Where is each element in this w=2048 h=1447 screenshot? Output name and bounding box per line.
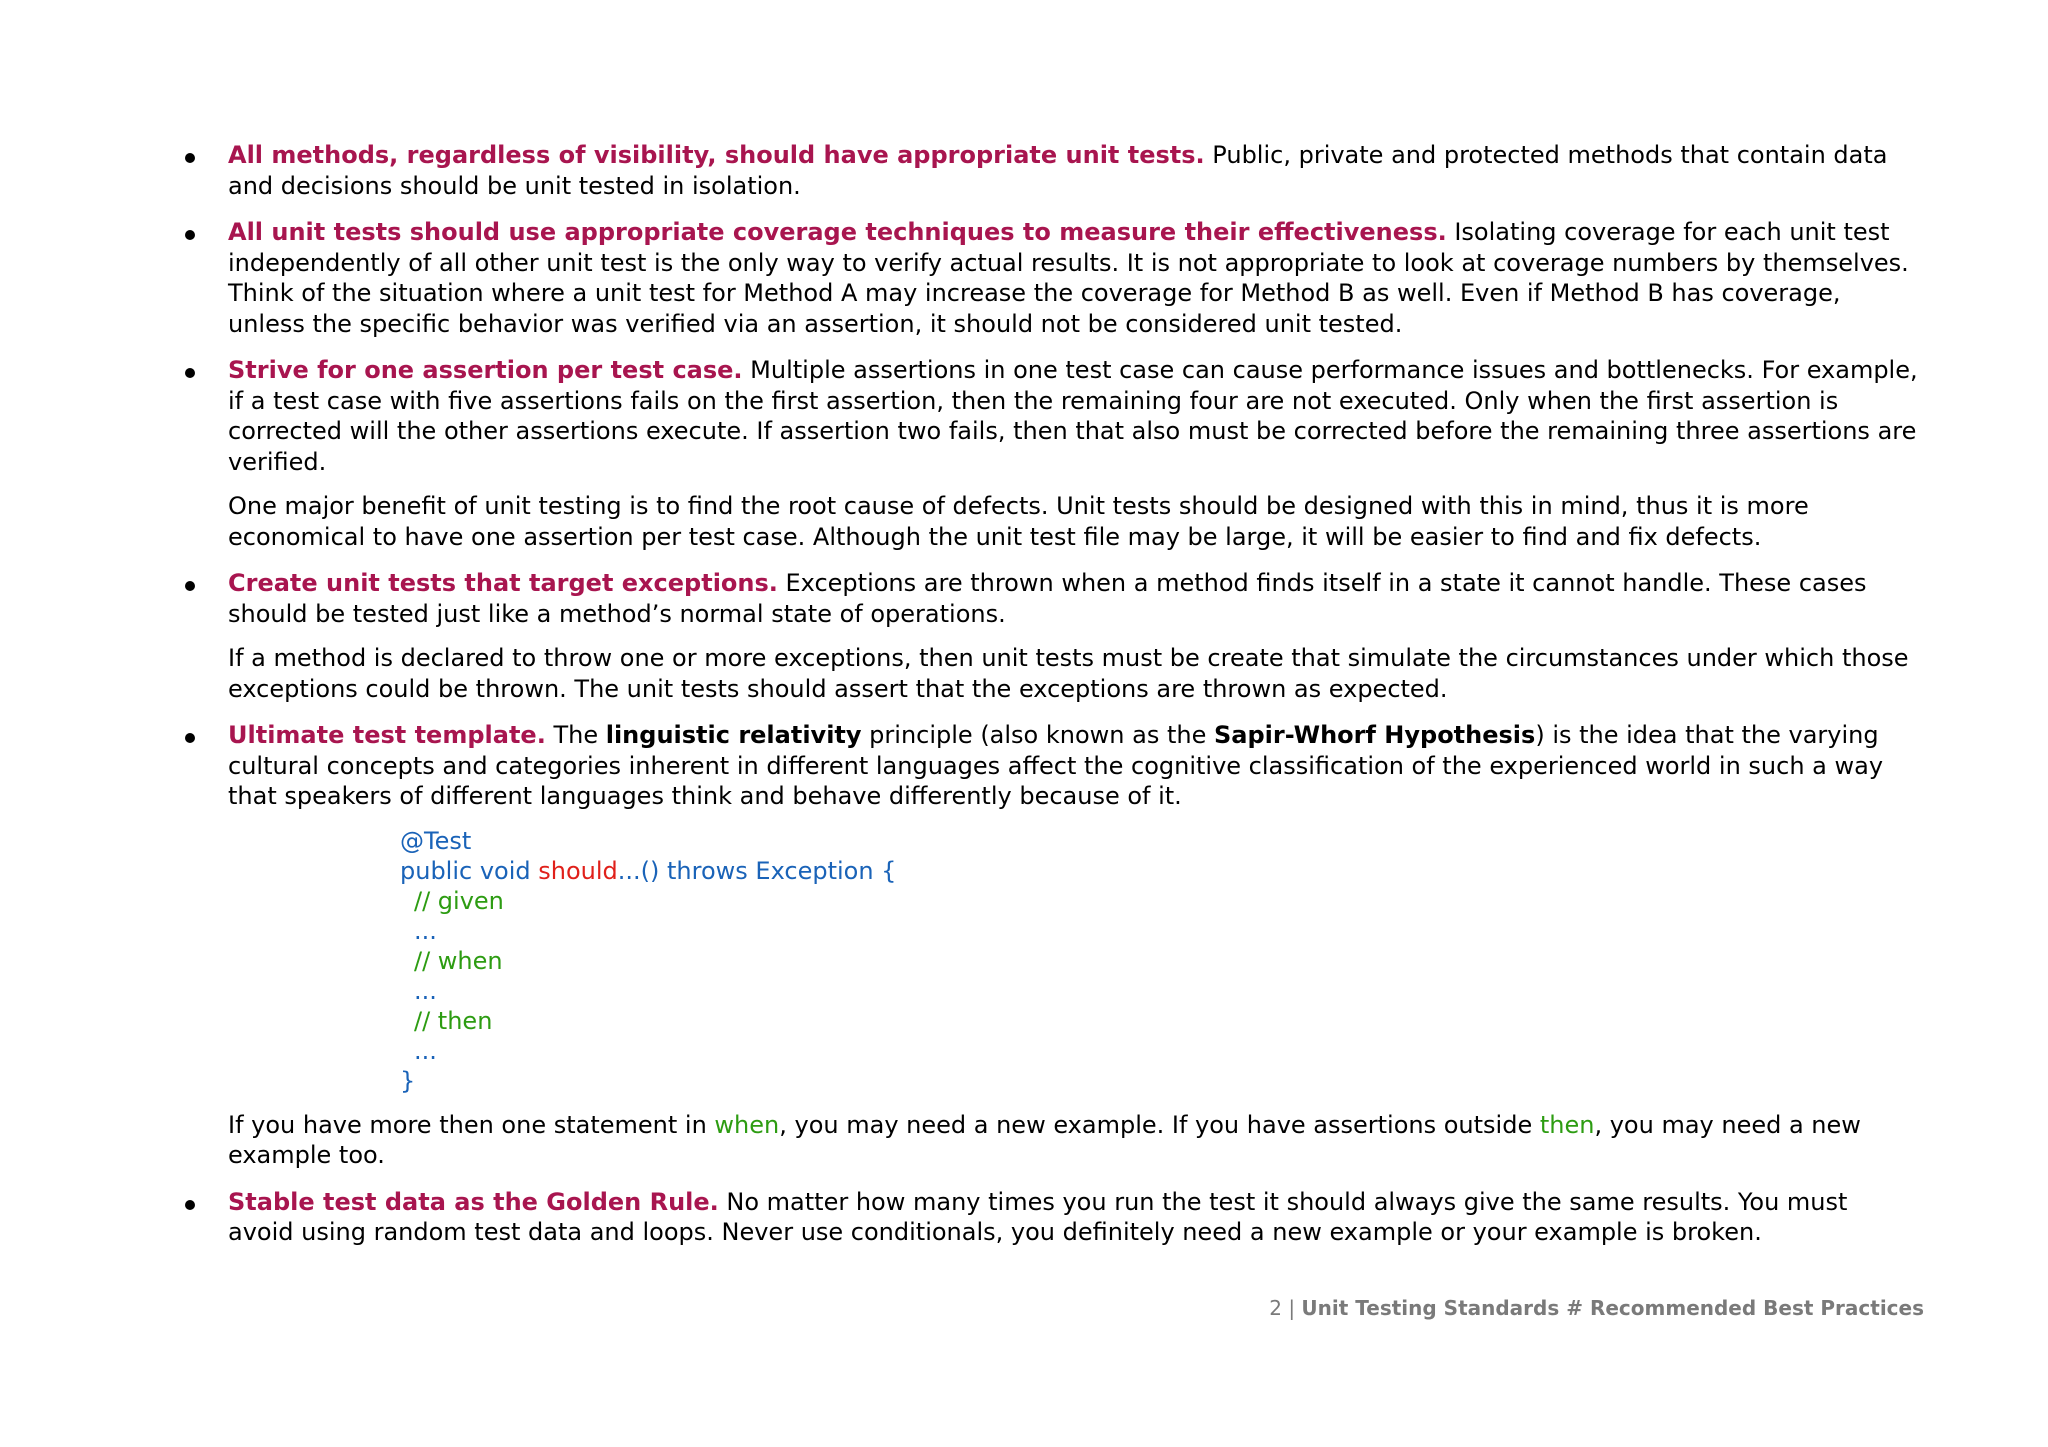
code-annotation: @Test <box>400 826 472 855</box>
page-number: 2 <box>1269 1296 1282 1320</box>
bullet-dot <box>185 368 195 378</box>
code-signature-rest: ...() throws Exception { <box>617 856 897 885</box>
item-text: , you may need a new example. If you have assertions outside <box>779 1110 1540 1139</box>
list-item <box>180 568 1920 704</box>
code-comment-when: // when <box>414 946 503 975</box>
code-comment-given: // given <box>414 886 504 915</box>
code-block <box>400 826 1920 1096</box>
bullet-list <box>180 140 1920 1264</box>
document-title: Unit Testing Standards # Recommended Best Practices <box>1301 1296 1924 1320</box>
item-heading: Create unit tests that target exceptions. <box>228 569 778 597</box>
code-ellipsis: ... <box>414 916 437 945</box>
list-item <box>180 1187 1920 1248</box>
code-closing-brace: } <box>400 1066 416 1095</box>
bullet-dot <box>185 581 195 591</box>
page-footer <box>1269 1296 1924 1320</box>
code-comment-then: // then <box>414 1006 493 1035</box>
list-item <box>180 140 1920 201</box>
item-text: principle (also known as the <box>861 721 1214 749</box>
item-heading: Stable test data as the Golden Rule. <box>228 1187 719 1216</box>
item-heading: All unit tests should use appropriate coverage techniques to measure their effectiveness. <box>228 218 1447 246</box>
item-heading: Strive for one assertion per test case. <box>228 356 743 384</box>
item-paragraph <box>228 1110 1920 1171</box>
bold-term: linguistic relativity <box>605 721 862 749</box>
item-text: Isolating coverage for each unit test independently of all other unit test is the only way to verify actual results. It is not appropriate to look at coverage numbers by themselves. Think of the situation where a unit test for Method A may increase the coverage for Method B as well. Even if Method B has coverage, unless the specific behavior was verified via an assertion, it should not be considered unit tested. <box>228 218 1909 338</box>
item-text: , you may need a new example too. <box>228 1110 1861 1169</box>
code-ellipsis: ... <box>414 1036 437 1065</box>
keyword-when: when <box>714 1110 780 1139</box>
item-text: Exceptions are thrown when a method finds itself in a state it cannot handle. These cases should be tested just like a method’s normal state of operations. <box>228 569 1867 628</box>
keyword-then: then <box>1539 1110 1595 1139</box>
item-text: No matter how many times you run the test it should always give the same results. You must avoid using random test data and loops. Never use conditionals, you definitely need a new example or your example is broken. <box>228 1187 1848 1246</box>
item-paragraph: If a method is declared to throw one or more exceptions, then unit tests must be create that simulate the circumstances under which those exceptions could be thrown. The unit tests should assert that the exceptions are thrown as expected. <box>228 644 1909 703</box>
item-text: Multiple assertions in one test case can cause performance issues and bottlenecks. For example, if a test case with five assertions fails on the first assertion, then the remaining four are not executed. Only when the first assertion is corrected will the other assertions execute. If assertion two fails, then that also must be corrected before the remaining three assertions are verified. <box>228 356 1918 476</box>
item-heading: Ultimate test template. <box>228 721 546 749</box>
item-text: Public, private and protected methods that contain data and decisions should be unit tested in isolation. <box>228 141 1888 200</box>
item-paragraph: One major benefit of unit testing is to find the root cause of defects. Unit tests should be designed with this in mind, thus it is more economical to have one assertion per test case. Although the unit test file may be large, it will be easier to find and fix defects. <box>228 492 1809 551</box>
bullet-dot <box>185 153 195 163</box>
code-method-name: should <box>538 856 618 885</box>
item-heading: All methods, regardless of visibility, should have appropriate unit tests. <box>228 141 1205 169</box>
bullet-dot <box>185 230 195 240</box>
list-item <box>180 720 1920 1171</box>
bold-term: Sapir-Whorf Hypothesis <box>1214 721 1536 749</box>
list-item <box>180 355 1920 552</box>
code-ellipsis: ... <box>414 976 437 1005</box>
list-item <box>180 217 1920 339</box>
code-keywords: public void <box>400 856 539 885</box>
code-signature <box>400 856 1920 886</box>
item-text: If you have more then one statement in <box>228 1110 715 1139</box>
bullet-dot <box>185 1200 195 1210</box>
footer-separator: | <box>1281 1296 1302 1320</box>
item-text: ) is the idea that the varying cultural concepts and categories inherent in different languages affect the cognitive classification of the experienced world in such a way that speakers of different languages think and behave differently because of it. <box>228 721 1884 810</box>
item-text: The <box>545 721 606 749</box>
bullet-dot <box>185 733 195 743</box>
